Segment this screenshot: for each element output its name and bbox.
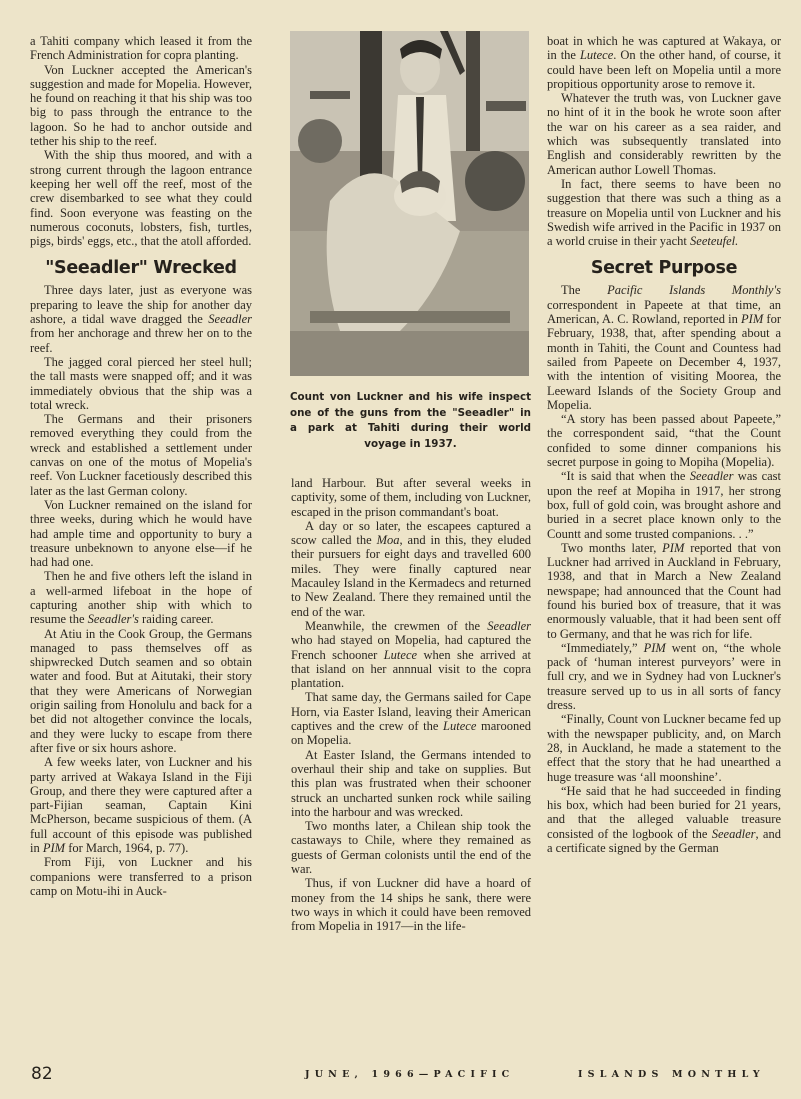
paragraph: Whatever the truth was, von Luckner gave no hint of it in the book he wrote soon after the war on his career as a sea raider, and which was subsequently translated into English and considerably rewritten by the American author Lowell Thomas.	[547, 91, 781, 177]
paragraph: In fact, there seems to have been no suggestion that there was such a thing as a treasure on Mopelia until von Luckner and his Swedish wife arrived in the Pacific in 1937 on a world cruise in their yacht Seeteufel.	[547, 176, 781, 249]
footer-date-publication: JUNE, 1966—PACIFIC	[305, 1069, 515, 1080]
caption-line: voyage in 1937.	[364, 437, 457, 450]
section-heading-seeadler-wrecked: "Seeadler" Wrecked	[45, 258, 237, 279]
paragraph: Two months later, PIM reported that von Luckner had arrived in Auckland in February, 1938, and that in March a New Zealand newspape; had announced that the Count had found his buried box of treasure, that it was enormously valuable, that it had been sent off to Germany, and that he was rich for life.	[547, 540, 781, 641]
paragraph: a Tahiti company which leased it from the French Administration for copra planting.	[30, 34, 252, 63]
paragraph: At Atiu in the Cook Group, the Germans managed to pass themselves off as shipwrecked Dutch seamen and so obtain water and food. But at Aitutaki, their story that they were Americans of Norwegian origin sailing from Honolulu and back for a bet did not altogether convince the locals, and they were lucky to escape from there after five or six hours ashore.	[30, 626, 252, 755]
paragraph: A few weeks later, von Luckner and his party arrived at Wakaya Island in the Fiji Group, and there they were captured after a part-Fijian seaman, Captain Kini McPherson, became suspicious of them. (A full account of this episode was published in PIM for March, 1964, p. 77).	[30, 755, 252, 856]
photo-von-luckner-and-wife	[290, 31, 529, 376]
paragraph: “A story has been passed about Papeete,” the correspondent said, “that the Count confided to some dinner companions his secret purpose in going to Mopiha (Mopelia).	[547, 412, 781, 470]
paragraph: From Fiji, von Luckner and his companions were transferred to a prison camp on Motu-ihi in Auck-	[30, 855, 252, 898]
photo-image	[290, 31, 529, 376]
paragraph: boat in which he was captured at Wakaya, or in the Lutece. On the other hand, of course, it could have been left on Mopelia until a more propitious opportunity arose to remove it.	[547, 34, 781, 91]
caption-line: Count von Luckner and his wife inspect	[290, 391, 531, 403]
paragraph: A day or so later, the escapees captured a scow called the Moa, and in this, they eluded their pursuers for eight days and travelled 600 miles. They were finally captured near Macauley Island in the Kermadecs and returned to New Zealand. There they remained until the end of the war.	[291, 518, 531, 619]
paragraph: land Harbour. But after several weeks in captivity, some of them, including von Luckner, escaped in the prison commandant's boat.	[291, 476, 531, 519]
paragraph: “It is said that when the Seeadler was cast upon the reef at Mopiha in 1917, her strong box, full of gold coin, was brought ashore and buried in a secret place known only to the Countt and some trusted companions. . .”	[547, 469, 782, 541]
paragraph: At Easter Island, the Germans intended to overhaul their ship and take on supplies. But this plan was frustrated when their schooner struck an uncharted sunken rock while sailing into the harbour and was wrecked.	[291, 747, 531, 819]
article-column-3	[547, 34, 781, 855]
paragraph: That same day, the Germans sailed for Cape Horn, via Easter Island, leaving their American captives and the crew of the Lutece marooned on Mopelia.	[291, 690, 531, 748]
caption-line: a park at Tahiti during their world	[290, 422, 531, 434]
paragraph: With the ship thus moored, and with a strong current through the lagoon entrance keeping her well off the reef, most of the crew disembarked to see what they could find. Soon everyone was feasting on the numerous coconuts, lobsters, fish, turtles, pigs, birds' eggs, etc., that the atoll afforded.	[30, 148, 252, 249]
paragraph: Von Luckner remained on the island for three weeks, during which he would have had ample time and opportunity to bury a treasure unbeknown to anyone else—if he had had one.	[30, 497, 252, 570]
paragraph: The Germans and their prisoners removed everything they could from the wreck and established a settlement under canvas on one of the motus of Mopelia's reef. Von Luckner facetiously described this later as the last German colony.	[30, 412, 252, 498]
photo-caption	[290, 390, 531, 452]
paragraph: Meanwhile, the crewmen of the Seeadler who had stayed on Mopelia, had captured the French schooner Lutece when she arrived at that island on her annnual visit to the copra plantation.	[291, 618, 531, 691]
paragraph: Thus, if von Luckner did have a hoard of money from the 14 ships he sank, there were two ways in which it could have been removed from Mopelia in 1917—in the life-	[291, 876, 531, 934]
paragraph: Two months later, a Chilean ship took the castaways to Chile, where they remained as guests of German colonists until the end of the war.	[291, 819, 531, 877]
paragraph: “He said that he had succeeded in finding his box, which had been buried for 21 years, and that the alleged valuable treasure consisted of the logbook of the Seeadler, and a certificate signed by the German	[547, 783, 781, 856]
paragraph: Three days later, just as everyone was preparing to leave the ship for another day ashore, a tidal wave dragged the Seeadler from her anchorage and threw her on to the reef.	[30, 283, 252, 355]
paragraph: The jagged coral pierced her steel hull; the tall masts were snapped off; and it was immediately obvious that the ship was a total wreck.	[30, 354, 252, 412]
article-column-2	[291, 476, 531, 934]
paragraph: “Immediately,” PIM went on, “the whole pack of ‘human interest purveyors’ were in full cry, and we in Sydney had von Luckner's treasure served up to us in all sorts of fancy dress.	[547, 640, 781, 713]
page-number: 82	[31, 1064, 53, 1084]
footer-publication-name: ISLANDS MONTHLY	[578, 1069, 765, 1080]
article-column-1	[30, 34, 252, 898]
paragraph: “Finally, Count von Luckner became fed up with the newspaper publicity, and, on March 28, in Auckland, he made a statement to the effect that the story that he had unearthed a huge treasure was ‘all moonshine’.	[547, 712, 781, 784]
caption-line: one of the guns from the "Seeadler" in	[290, 406, 531, 419]
paragraph: The Pacific Islands Monthly's correspondent in Papeete at that time, an American, A. C. Rowland, reported in PIM for February, 1938, that, after spending about a month in Tahiti, the Count and Countess had sailed from Papeete on December 4, 1937, with the intention of visiting Moorea, the Leeward Islands of the Society Group and Mopelia.	[547, 283, 782, 412]
paragraph: Von Luckner accepted the American's suggestion and made for Mopelia. However, he found on reaching it that his ship was too big to pass through the entrance to the lagoon. So he had to anchor outside and tether his ship to the reef.	[30, 62, 253, 149]
paragraph: Then he and five others left the island in a well-armed lifeboat in the hope of capturing another ship with which to resume the Seeadler's raiding career.	[30, 569, 252, 627]
section-heading-secret-purpose: Secret Purpose	[590, 258, 738, 279]
